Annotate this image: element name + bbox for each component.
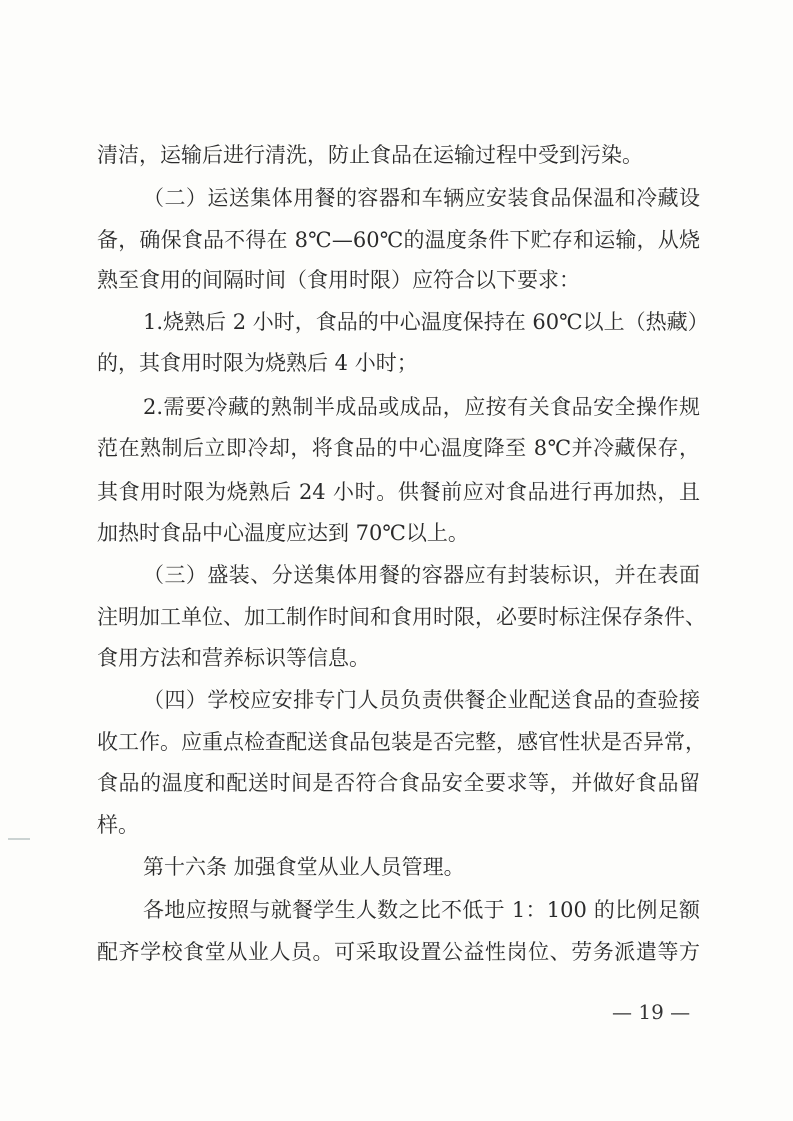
text-line: 食用方法和营养标识等信息。	[97, 646, 370, 670]
text-line: 备，确保食品不得在 8℃—60℃的温度条件下贮存和运输，从烧	[97, 228, 700, 252]
text-line: 的，其食用时限为烧熟后 4 小时；	[97, 351, 418, 375]
scan-mark	[8, 838, 30, 840]
text-line: 加热时食品中心温度应达到 70℃以上。	[97, 521, 469, 545]
text-line: 配齐学校食堂从业人员。可采取设置公益性岗位、劳务派遣等方	[97, 940, 700, 964]
text-line: 收工作。应重点检查配送食品包装是否完整，感官性状是否异常，	[97, 730, 706, 754]
text-line: 样。	[97, 813, 139, 837]
text-line: 注明加工单位、加工制作时间和食用时限，必要时标注保存条件、	[97, 605, 706, 629]
text-line: 范在熟制后立即冷却，将食品的中心温度降至 8℃并冷藏保存，	[97, 436, 700, 460]
text-line: 2.需要冷藏的熟制半成品或成品，应按有关食品安全操作规	[143, 395, 700, 419]
text-line: （三）盛装、分送集体用餐的容器应有封装标识，并在表面	[143, 563, 700, 587]
text-line: 第十六条 加强食堂从业人员管理。	[143, 855, 465, 879]
text-line: 各地应按照与就餐学生人数之比不低于 1：100 的比例足额	[143, 898, 700, 922]
text-line: 清洁，运输后进行清洗，防止食品在运输过程中受到污染。	[97, 143, 643, 167]
text-line: 食品的温度和配送时间是否符合食品安全要求等，并做好食品留	[97, 771, 700, 795]
text-line: 其食用时限为烧熟后 24 小时。供餐前应对食品进行再加热，且	[97, 480, 700, 504]
text-line: （二）运送集体用餐的容器和车辆应安装食品保温和冷藏设	[143, 186, 700, 210]
text-line: （四）学校应安排专门人员负责供餐企业配送食品的查验接	[143, 688, 700, 712]
text-line: 熟至食用的间隔时间（食用时限）应符合以下要求：	[97, 268, 580, 292]
text-line: 1.烧熟后 2 小时，食品的中心温度保持在 60℃以上（热藏）	[143, 310, 709, 334]
page-number: — 19 —	[612, 1000, 691, 1024]
